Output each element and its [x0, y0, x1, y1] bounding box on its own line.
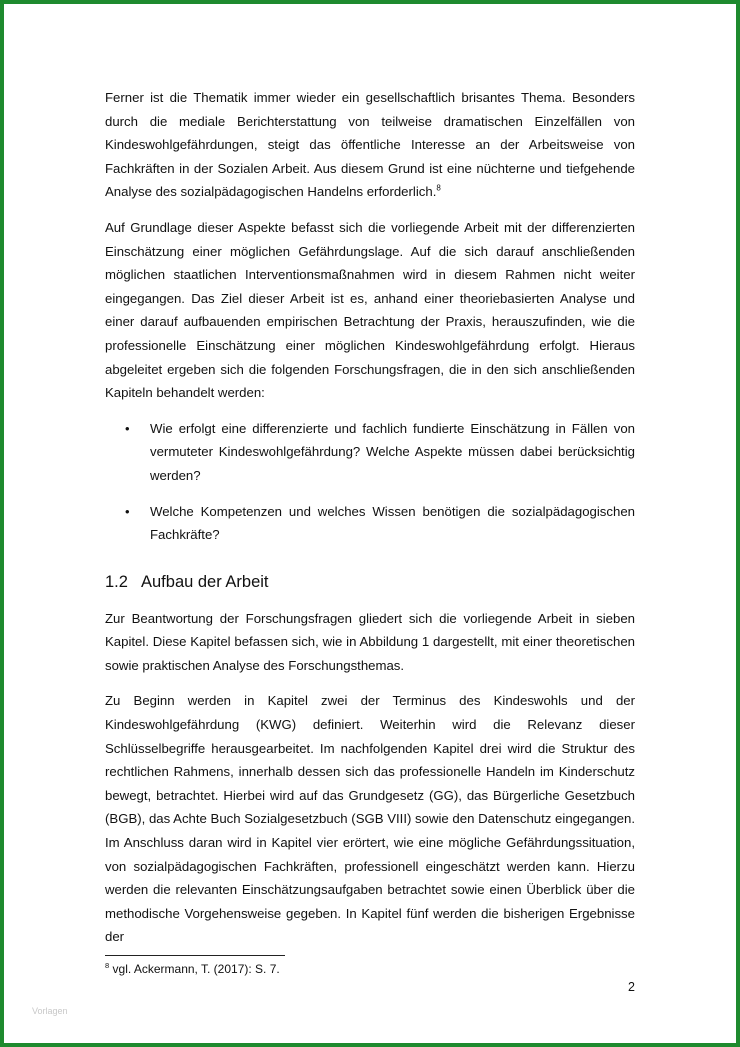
footnote-number: 8: [105, 961, 110, 970]
watermark: Vorlagen: [32, 1006, 68, 1016]
research-question-1: Wie erfolgt eine differenzierte und fachlich fundierte Einschätzung in Fällen von vermuteter Kindeswohlgefährdung? Welche Aspekte müssen dabei berücksichtig werden?: [150, 420, 635, 483]
document-page: [105, 86, 635, 961]
section-heading: [105, 569, 635, 595]
list-item: [105, 500, 635, 547]
research-questions-list: [105, 417, 635, 547]
bullet-icon: •: [125, 503, 130, 519]
bullet-icon: •: [125, 420, 130, 436]
research-question-2: Welche Kompetenzen und welches Wissen benötigen die sozialpädagogischen Fachkräfte?: [150, 503, 635, 543]
footnote-8: [105, 961, 280, 977]
footnote-separator: [105, 955, 285, 956]
paragraph-4: Zu Beginn werden in Kapitel zwei der Terminus des Kindeswohls und der Kindeswohlgefährdung (KWG) definiert. Weiterhin wird die Relevanz dieser Schlüsselbegriffe herausgearbeitet. Im nachfolgenden Kapitel drei wird die Struktur des rechtlichen Rahmens, innerhalb dessen sich das professionelle Handeln im Kinderschutz bewegt, betrachtet. Hierbei wird auf das Grundgesetz (GG), das Bürgerliche Gesetzbuch (BGB), das Achte Buch Sozialgesetzbuch (SGB VIII) sowie den Datenschutz eingegangen. Im Anschluss daran wird in Kapitel vier erörtert, wie eine mögliche Gefährdungssituation, von sozialpädagogischen Fachkräften, professionell eingeschätzt werden kann. Hierzu werden die relevanten Einschätzungsaufgaben betrachtet sowie einen Überblick über die methodische Vorgehensweise gegeben. In Kapitel fünf werden die bisherigen Ergebnisse der: [105, 693, 635, 945]
paragraph-3: Zur Beantwortung der Forschungsfragen gliedert sich die vorliegende Arbeit in sieben Kapitel. Diese Kapitel befassen sich, wie in Abbildung 1 dargestellt, mit einer theoretischen sowie praktischen Analyse des Forschungsthemas.: [105, 610, 635, 673]
list-item: [105, 417, 635, 488]
footnote-ref-8[interactable]: 8: [436, 183, 441, 193]
paragraph-1-text: Ferner ist die Thematik immer wieder ein gesellschaftlich brisantes Thema. Besonders durch die mediale Berichterstattung von teilweise dramatischen Einzelfällen von Kindeswohlgefährdungen, steigt das öffentliche Interesse an der Arbeitsweise von Fachkräften in der Sozialen Arbeit. Aus diesem Grund ist eine nüchterne und tiefgehende Analyse des sozialpädagogischen Handelns erforderlich.: [105, 90, 635, 200]
section-title: Aufbau der Arbeit: [141, 572, 269, 591]
paragraph-2: Auf Grundlage dieser Aspekte befasst sich die vorliegende Arbeit mit der differenzierten Einschätzung einer möglichen Gefährdungslage. Auf die sich darauf anschließenden möglichen staatlichen Interventionsmaßnahmen wird in diesem Rahmen nicht weiter eingegangen. Das Ziel dieser Arbeit ist es, anhand einer theoriebasierten Analyse und einer darauf aufbauenden empirischen Betrachtung der Praxis, herauszufinden, wie die professionelle Einschätzung einer möglichen Kindeswohlgefährdung erfolgt. Hieraus abgeleitet ergeben sich die folgenden Forschungsfragen, die in den sich anschließenden Kapiteln behandelt werden:: [105, 219, 635, 401]
page-number: 2: [628, 980, 635, 994]
section-number: 1.2: [105, 572, 128, 591]
footnote-text: vgl. Ackermann, T. (2017): S. 7.: [112, 962, 280, 976]
paragraph-1: [105, 86, 635, 204]
